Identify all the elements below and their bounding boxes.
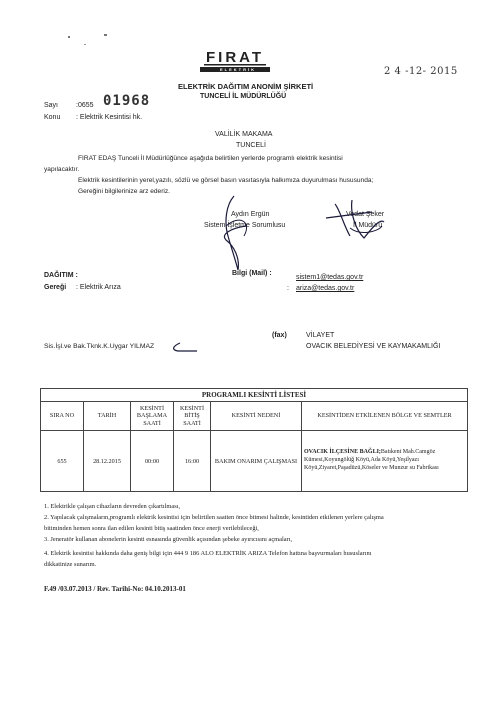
col-bolge-header: KESİNTİDEN ETKİLENEN BÖLGE VE SEMTLER: [302, 402, 468, 431]
sayi-number: 01968: [103, 93, 151, 109]
note-2-cont: bitiminden hemen sonra ilan edilen kesinti bitiş saatinden önce enerji verilebileceği,: [44, 525, 259, 532]
outage-table: [40, 388, 468, 492]
body-p1-line1: FIRAT EDAŞ Tunceli İl Müdürlüğünce aşağıda belirtilen yerlerde programlı elektrik kesintisi: [78, 155, 343, 162]
note-3: 3. Jeneratör kullanan abonelerin kesinti esnasında güvenlik açısından şebeke ayırıcısını açmaları,: [44, 536, 293, 543]
cell-tarih: 28.12.2015: [84, 431, 131, 492]
cc-left: Sis.İşl.ve Bak.Tknk.K.Uygar YILMAZ: [44, 343, 155, 350]
geregi-label: Gereği: [44, 284, 67, 291]
table-header-row: [41, 402, 468, 431]
cell-neden: BAKIM ONARIM ÇALIŞMASI: [211, 431, 302, 492]
mail-link-ariza[interactable]: ariza@tedas.gov.tr: [296, 285, 355, 292]
addressee-line2: TUNCELİ: [236, 142, 266, 149]
cell-baslama: 00:00: [131, 431, 174, 492]
logo-subtext: ELEKTRİK: [220, 67, 256, 72]
col-bitis-header: [174, 402, 211, 431]
cell-bitis: 16:00: [174, 431, 211, 492]
note-2: 2. Yapılacak çalışmaların,programlı elektrik kesintisi için belirtilen saatten önce bitmesi halinde, kesintiden etkilenen yerlere çalışma: [44, 514, 384, 521]
body-p2-line2: Gereğini bilgilerinize arz ederiz.: [78, 188, 170, 195]
fax-label: (fax): [272, 332, 287, 339]
col-bitis-header-line3: SAATİ: [183, 419, 201, 427]
signature-left-name: Aydın Ergün: [231, 211, 270, 218]
geregi-value: : Elektrik Arıza: [76, 284, 121, 291]
date-stamp: 2 4 -12- 2015: [384, 66, 458, 77]
note-1: 1. Elektrikle çalışan cihazların devreden çıkartılması,: [44, 503, 181, 510]
konu-label: Konu: [44, 114, 61, 121]
col-bitis-header-line2: BİTİŞ: [184, 412, 200, 420]
col-baslama-header-line1: KESİNTİ: [139, 405, 165, 413]
cell-bolge-rest: Batıkent Mah.Camgöz Kümesi,Koyungölüğ Köyü,Ada Köyü,Yeşilyazı Köyü,Ziyaret,Paşadüzü,Köseler ve Munzur su Fabrikası: [304, 449, 439, 471]
company-name: ELEKTRİK DAĞITIM ANONİM ŞİRKETİ: [178, 82, 314, 91]
table-row: [41, 431, 468, 492]
bilgi-label: Bilgi (Mail) :: [232, 270, 272, 277]
konu-value: : Elektrik Kesintisi hk.: [76, 114, 143, 121]
note-4: 4. Elektrik kesintisi hakkında daha geniş bilgi için 444 9 186 ALO ELEKTRİK ARIZA Telefon hattına başvurmaları hususlarını: [44, 550, 372, 557]
body-p2-line1: Elektrik kesintilerinin yerel,yazılı, sözlü ve görsel basın vasıtasıyla halkımıza duyurulması hususunda;: [78, 177, 374, 184]
form-number: F.49 /03.07.2013 / Rev. Tarihi-No: 04.10.2013-01: [44, 585, 186, 593]
sayi-prefix: :0655: [76, 102, 94, 109]
note-4-cont: dikkatinize sunarım.: [44, 561, 97, 568]
dagitim-label: DAĞITIM :: [44, 272, 78, 279]
col-baslama-header-line2: BAŞLAMA: [136, 412, 168, 420]
col-bitis-header-line1: KESİNTİ: [179, 405, 205, 413]
fax-line2: OVACIK BELEDİYESİ VE KAYMAKAMLIĞI: [306, 343, 441, 350]
fax-line1: VİLAYET: [306, 332, 335, 339]
cell-bolge: [302, 431, 468, 492]
table-title: PROGRAMLI KESİNTİ LİSTESİ: [41, 389, 468, 402]
signature-right-name: Vedat Şeker: [346, 211, 385, 218]
directorate-name: TUNCELİ İL MÜDÜRLÜĞÜ: [200, 93, 287, 100]
signature-left-title: Sistem İşletme Sorumlusu: [204, 222, 286, 229]
cell-bolge-bold: OVACIK İLÇESİNE BAĞLI;: [304, 449, 381, 456]
col-tarih-header: TARİH: [84, 402, 131, 431]
sayi-label: Sayı: [44, 102, 59, 109]
col-baslama-header-line3: SAATİ: [143, 419, 161, 427]
body-p1-line2: yapılacaktır.: [44, 166, 80, 173]
cell-sira: 655: [41, 431, 84, 492]
logo-text: FIRAT: [206, 49, 265, 66]
addressee-line1: VALİLİK MAKAMA: [215, 131, 273, 138]
signature-right-title: İl Müdürü: [353, 222, 383, 229]
col-sira-header: SIRA NO: [41, 402, 84, 431]
mail-prefix: :: [287, 285, 289, 292]
col-neden-header: KESİNTİ NEDENİ: [211, 402, 302, 431]
col-baslama-header: [131, 402, 174, 431]
mail-link-sistem[interactable]: sistem1@tedas.gov.tr: [296, 274, 364, 281]
